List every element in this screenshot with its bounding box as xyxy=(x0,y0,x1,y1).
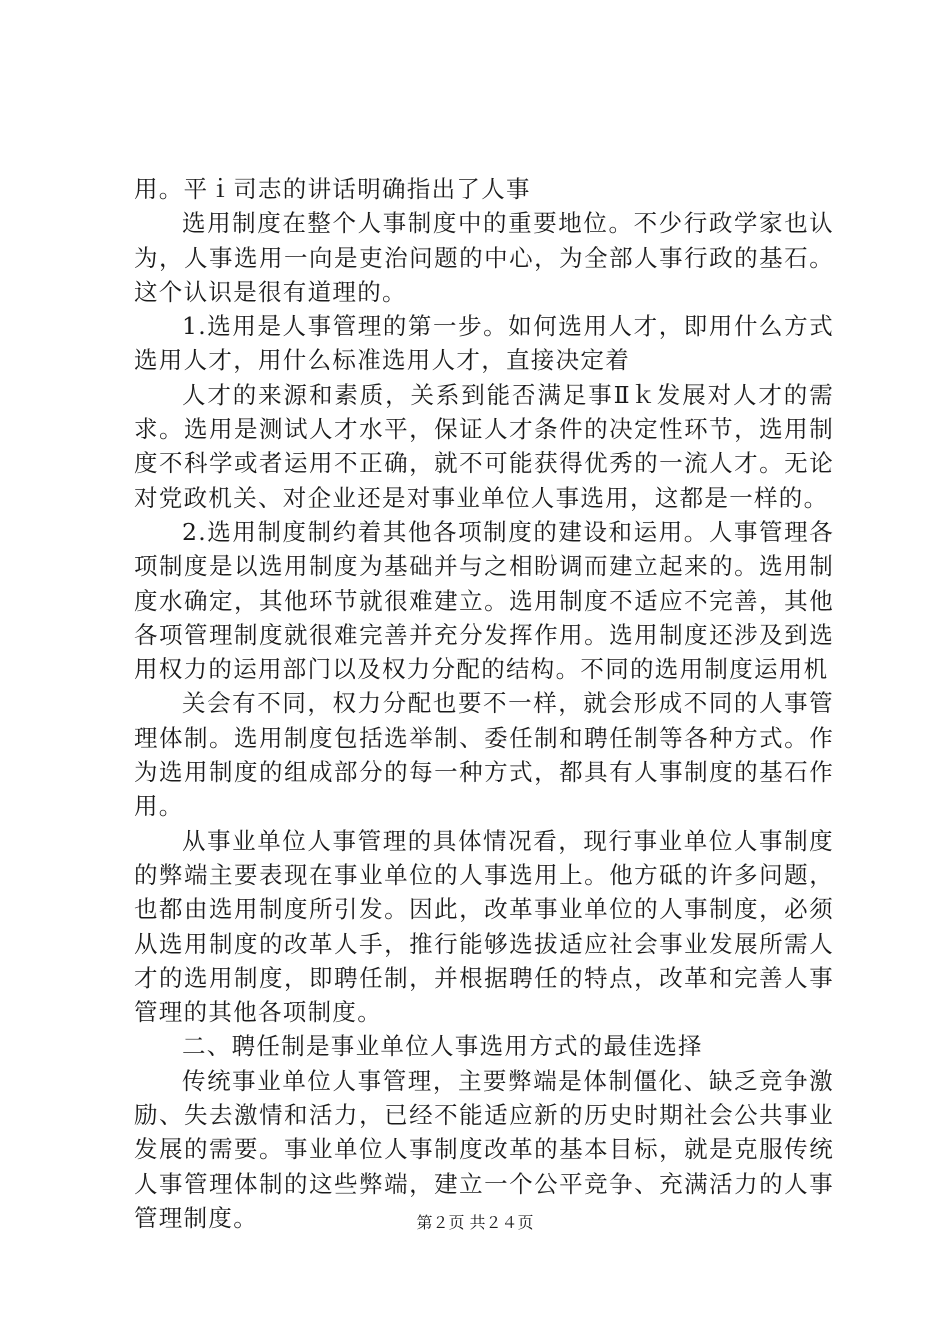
paragraph-point-1: 1.选用是人事管理的第一步。如何选用人才，即用什么方式选用人才，用什么标准选用人才，直接决定着 xyxy=(134,312,834,375)
paragraph: 人才的来源和素质，关系到能否满足事Ⅱｋ发展对人才的需求。选用是测试人才水平，保证人才条件的决定性环节，选用制度不科学或者运用不正确，就不可能获得优秀的一流人才。无论对党政机关、对企业还是对事业单位人事选用，这都是一样的。 xyxy=(134,380,834,512)
paragraph: 传统事业单位人事管理，主要弊端是体制僵化、缺乏竞争激励、失去激情和活力，已经不能适应新的历史时期社会公共事业发展的需要。事业单位人事制度改革的基本目标，就是克服传统人事管理体制的这些弊端，建立一个公平竞争、充满活力的人事管理制度。 xyxy=(134,1066,834,1232)
paragraph: 关会有不同，权力分配也要不一样，就会形成不同的人事管理体制。选用制度包括选举制、委任制和聘任制等各种方式。作为选用制度的组成部分的每一种方式，都具有人事制度的基石作用。 xyxy=(134,689,834,821)
paragraph: 选用制度在整个人事制度中的重要地位。不少行政学家也认为，人事选用一向是吏治问题的中心，为全部人事行政的基石。这个认识是很有道理的。 xyxy=(134,209,834,306)
paragraph: 从事业单位人事管理的具体情况看，现行事业单位人事制度的弊端主要表现在事业单位的人事选用上。他方砥的许多问题，也都由选用制度所引发。因此，改革事业单位的人事制度，必须从选用制度的改革人手，推行能够选拔适应社会事业发展所需人才的选用制度，即聘任制，并根据聘任的特点，改革和完善人事管理的其他各项制度。 xyxy=(134,826,834,1027)
document-body xyxy=(134,172,834,1235)
paragraph-continuation: 用。平ｉ司志的讲话明确指出了人事 xyxy=(134,175,531,203)
page-number-footer: 第２页 共２４页 xyxy=(416,1213,534,1232)
section-heading: 二、聘任制是事业单位人事选用方式的最佳选择 xyxy=(182,1032,703,1061)
paragraph-point-2: 2.选用制度制约着其他各项制度的建设和运用。人事管理各项制度是以选用制度为基础并与之相盼调而建立起来的。选用制度水确定，其他环节就很难建立。选用制度不适应不完善，其他各项管理制度就很难完善并充分发挥作用。选用制度还涉及到选用权力的运用部门以及权力分配的结构。不同的选用制度运用机 xyxy=(134,517,834,684)
